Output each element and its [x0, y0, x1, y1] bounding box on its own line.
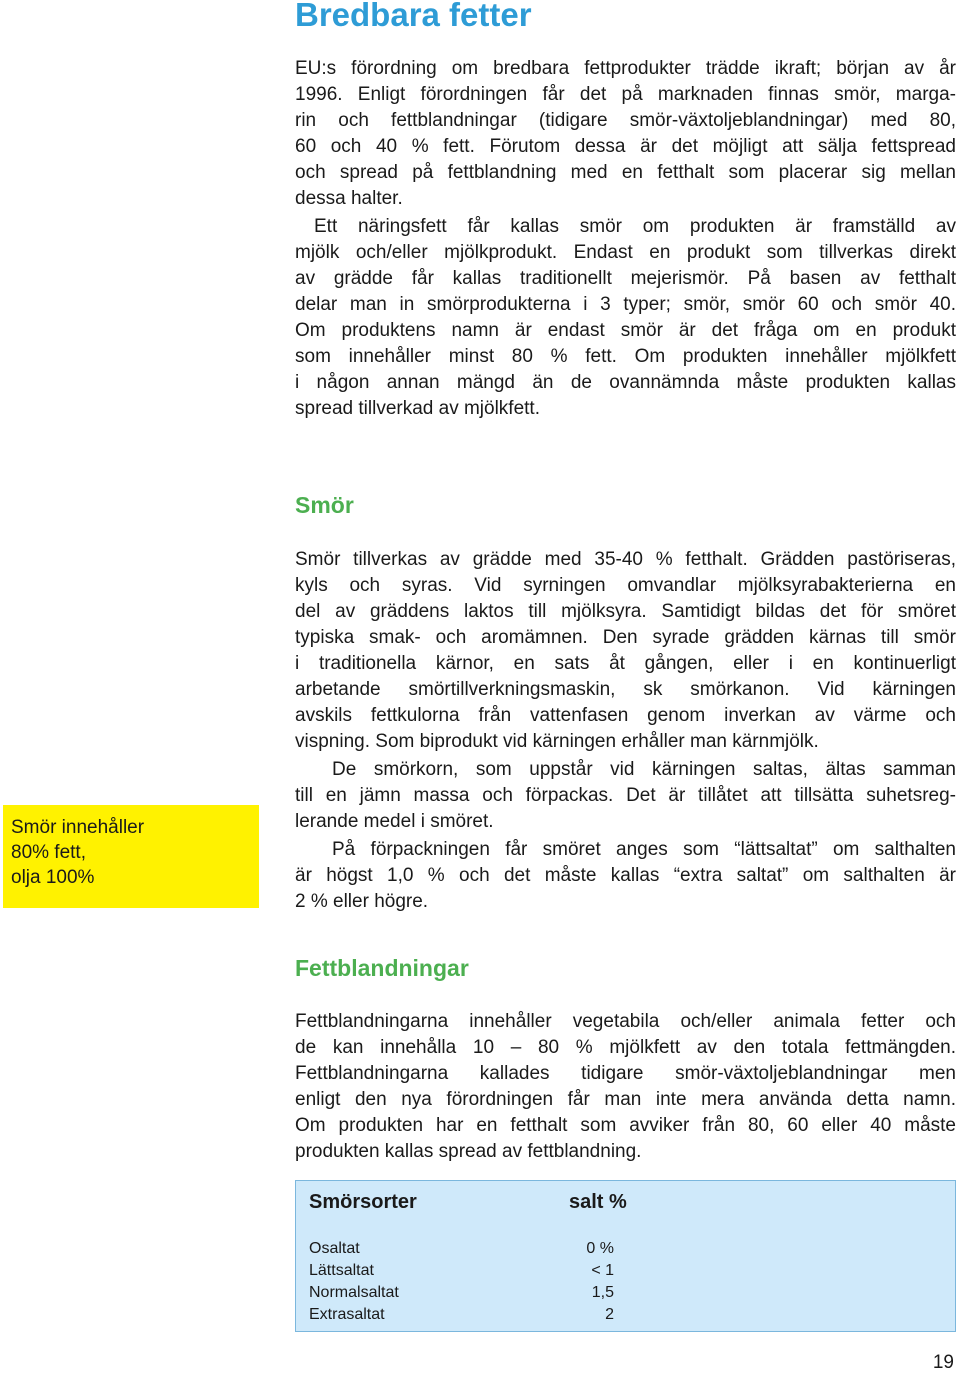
fettblandningar-line: produkten kallas spread av fettblandning.	[295, 1141, 642, 1162]
page-title: Bredbara fetter	[295, 0, 532, 33]
table-cell-name: Osaltat	[309, 1240, 360, 1257]
smor-line: i traditionella kärnor, en sats åt gången, eller i en kontinuerligt	[295, 653, 956, 674]
smor-line: 2 % eller högre.	[295, 891, 429, 912]
salt-table	[295, 1180, 956, 1332]
intro-line: mjölk och/eller mjölkprodukt. Endast en produkt som tillverkas direkt	[295, 242, 956, 263]
intro-line: 1996. Enligt förordningen får det på marknaden finnas smör, marga-	[295, 84, 956, 105]
table-row	[309, 1260, 614, 1282]
intro-line: spread tillverkad av mjölkfett.	[295, 398, 540, 419]
smor-line: På förpackningen får smöret anges som “lättsaltat” om salthalten	[332, 839, 956, 860]
intro-line: rin och fettblandningar (tidigare smör-växtoljeblandningar) med 80,	[295, 110, 956, 131]
table-header-name: Smörsorter	[309, 1191, 417, 1213]
fettblandningar-line: Fettblandningarna kallades tidigare smör-växtoljeblandningar men	[295, 1063, 956, 1084]
smor-line: arbetande smörtillverkningsmaskin, sk smörkanon. Vid kärningen	[295, 679, 956, 700]
table-header-salt: salt %	[569, 1191, 627, 1213]
page-number: 19	[932, 1352, 954, 1373]
table-cell-name: Extrasaltat	[309, 1306, 385, 1323]
smor-line: typiska smak- och aromämnen. Den syrade grädden kärnas till smör	[295, 627, 956, 648]
table-cell-value: 0 %	[586, 1240, 614, 1257]
intro-line: dessa halter.	[295, 188, 403, 209]
smor-line: är högst 1,0 % och det måste kallas “extra saltat” om salthalten är	[295, 865, 956, 886]
intro-line: 60 och 40 % fett. Förutom dessa är det möjligt att sälja fettspread	[295, 136, 956, 157]
smor-line: lerande medel i smöret.	[295, 811, 494, 832]
intro-line: delar man in smörprodukterna i 3 typer; smör, smör 60 och smör 40.	[295, 294, 956, 315]
callout-line: Smör innehåller	[11, 817, 145, 838]
smor-line: Smör tillverkas av grädde med 35-40 % fetthalt. Grädden pastöriseras,	[295, 549, 956, 570]
section-heading-smor: Smör	[295, 492, 354, 518]
fettblandningar-line: enligt den nya förordningen får man inte mera använda detta namn.	[295, 1089, 956, 1110]
callout-line: 80% fett,	[11, 842, 86, 863]
fettblandningar-line: Fettblandningarna innehåller vegetabila och/eller animala fetter och	[295, 1011, 956, 1032]
table-row	[309, 1238, 614, 1260]
section-heading-fettblandningar: Fettblandningar	[295, 955, 469, 981]
fettblandningar-line: de kan innehålla 10 – 80 % mjölkfett av den totala fettmängden.	[295, 1037, 956, 1058]
intro-line: EU:s förordning om bredbara fettprodukter trädde ikraft; början av år	[295, 58, 956, 79]
smor-line: kyls och syras. Vid syrningen omvandlar mjölksyrabakterierna en	[295, 575, 956, 596]
smor-line: vispning. Som biprodukt vid kärningen erhåller man kärnmjölk.	[295, 731, 819, 752]
table-cell-name: Lättsaltat	[309, 1262, 374, 1279]
smor-line: till en jämn massa och förpackas. Det är tillåtet att tillsätta suhetsreg-	[295, 785, 956, 806]
fettblandningar-line: Om produkten har en fetthalt som avviker från 80, 60 eller 40 måste	[295, 1115, 956, 1136]
table-row	[309, 1282, 614, 1304]
smor-line: De smörkorn, som uppstår vid kärningen saltas, ältas samman	[332, 759, 956, 780]
callout-line: olja 100%	[11, 867, 95, 888]
table-cell-value: 2	[605, 1306, 614, 1323]
intro-line: Om produktens namn är endast smör är det fråga om en produkt	[295, 320, 956, 341]
intro-line: och spread på fettblandning med en fetthalt som placerar sig mellan	[295, 162, 956, 183]
intro-line: i någon annan mängd än de ovannämnda måste produkten kallas	[295, 372, 956, 393]
intro-line: av grädde får kallas traditionellt mejerismör. På basen av fetthalt	[295, 268, 956, 289]
table-cell-value: < 1	[591, 1262, 614, 1279]
intro-line: som innehåller minst 80 % fett. Om produkten innehåller mjölkfett	[295, 346, 956, 367]
intro-line: Ett näringsfett får kallas smör om produkten är framställd av	[314, 216, 956, 237]
table-row	[309, 1304, 614, 1326]
smor-line: avskils fettkulorna från vattenfasen genom inverkan av värme och	[295, 705, 956, 726]
smor-line: del av gräddens laktos till mjölksyra. Samtidigt bildas det för smöret	[295, 601, 956, 622]
table-cell-value: 1,5	[591, 1284, 614, 1301]
fat-content-callout	[3, 805, 259, 908]
table-cell-name: Normalsaltat	[309, 1284, 399, 1301]
